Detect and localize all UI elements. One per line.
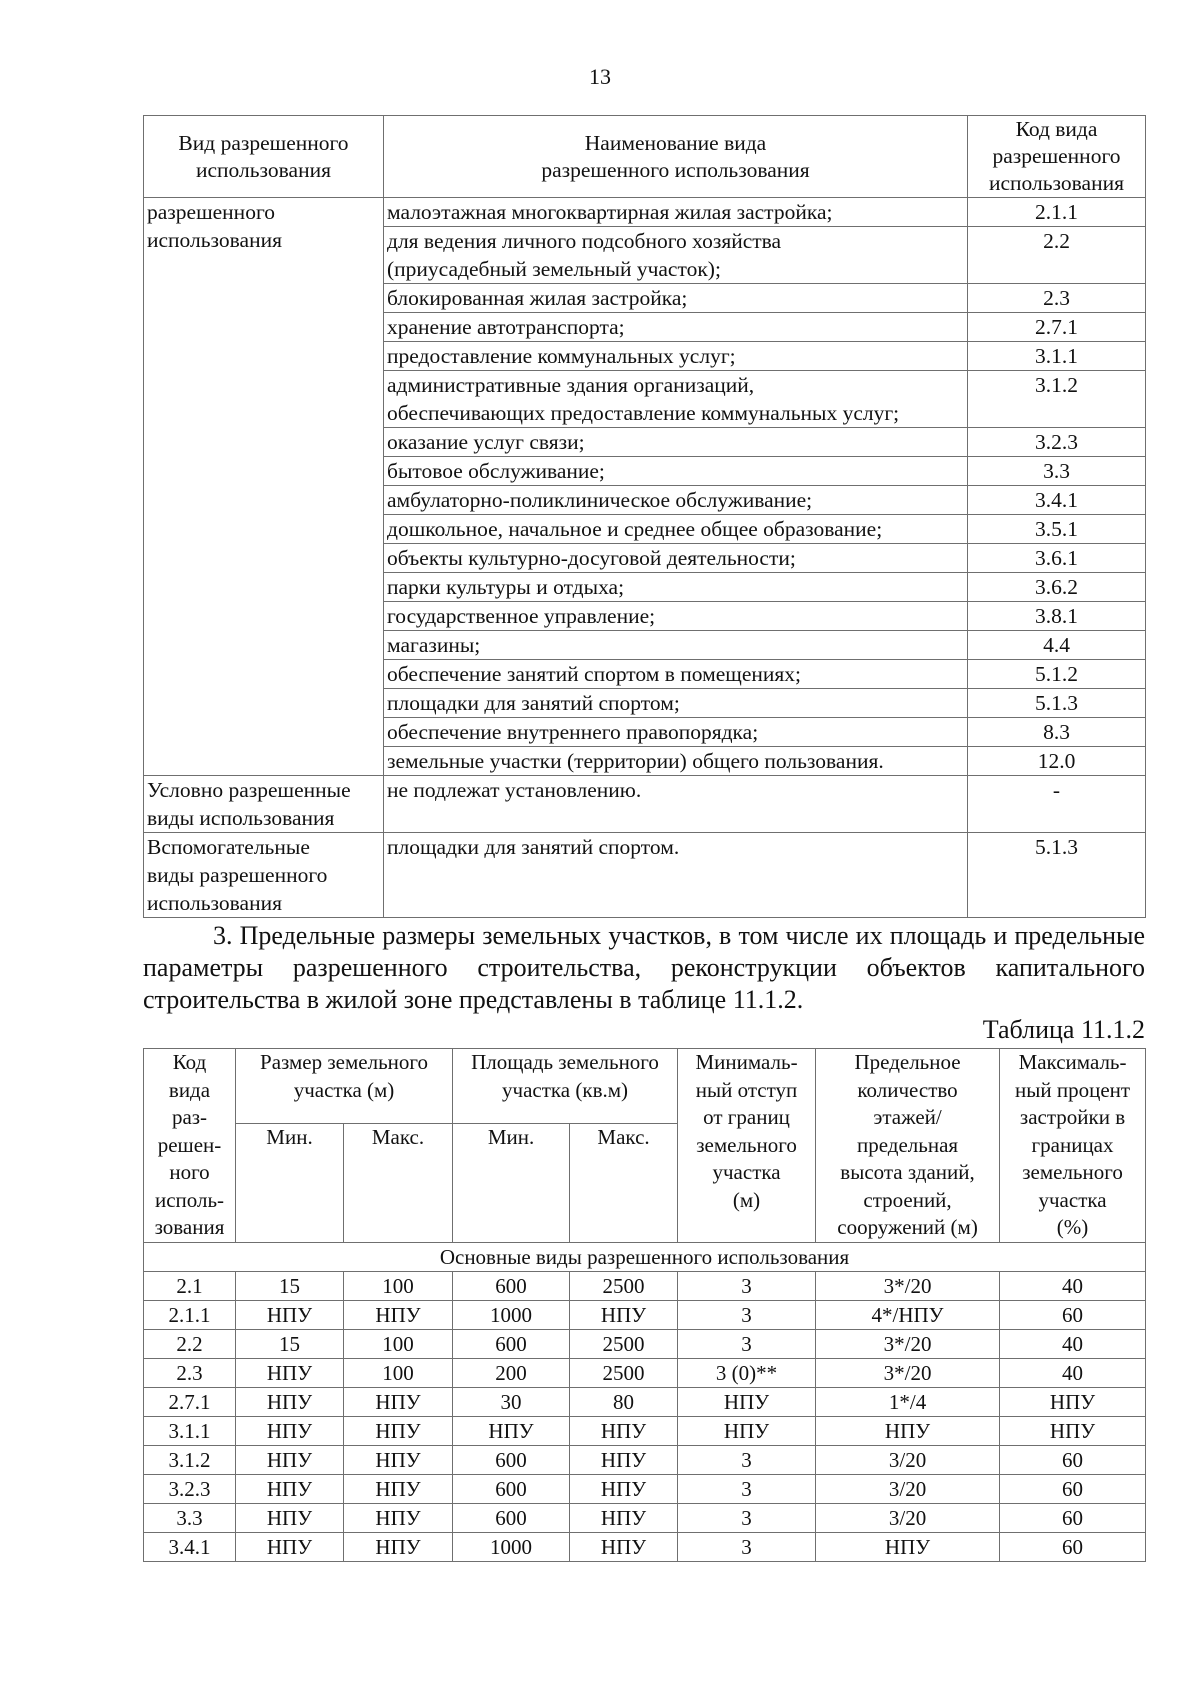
use-code: 5.1.2 bbox=[968, 660, 1146, 689]
use-name-line: предоставление коммунальных услуг; bbox=[387, 344, 736, 368]
auxiliary-label bbox=[144, 833, 384, 918]
use-name bbox=[384, 747, 968, 776]
cell-size-max: 100 bbox=[344, 1330, 453, 1359]
cell-floors: НПУ bbox=[816, 1533, 1000, 1562]
conditional-code: - bbox=[968, 776, 1146, 833]
cell-area-max: НПУ bbox=[570, 1475, 678, 1504]
auxiliary-label-line: виды разрешенного bbox=[147, 863, 328, 887]
header-setback-line: от границ bbox=[703, 1105, 790, 1129]
use-name-line: обеспечение внутреннего правопорядка; bbox=[387, 720, 759, 744]
auxiliary-name: площадки для занятий спортом. bbox=[384, 833, 968, 918]
cell-area-min: 600 bbox=[453, 1330, 570, 1359]
use-name-line: обеспечивающих предоставление коммунальных услуг; bbox=[387, 401, 900, 425]
cell-percent: 60 bbox=[1000, 1533, 1146, 1562]
header-use-name bbox=[384, 116, 968, 198]
cell-floors: 3/20 bbox=[816, 1475, 1000, 1504]
cell-size-max: 100 bbox=[344, 1272, 453, 1301]
header-use-code-line: разрешенного bbox=[992, 144, 1121, 168]
use-name bbox=[384, 602, 968, 631]
use-name bbox=[384, 631, 968, 660]
header-floors-line: Предельное bbox=[854, 1050, 961, 1074]
use-name bbox=[384, 313, 968, 342]
cell-code: 2.1.1 bbox=[144, 1301, 236, 1330]
cell-floors: 3*/20 bbox=[816, 1359, 1000, 1388]
header-percent-line: (%) bbox=[1056, 1215, 1089, 1239]
header-code bbox=[144, 1049, 236, 1243]
cell-floors: 1*/4 bbox=[816, 1388, 1000, 1417]
use-code: 2.3 bbox=[968, 284, 1146, 313]
cell-setback: 3 bbox=[678, 1533, 816, 1562]
cell-area-min: 600 bbox=[453, 1446, 570, 1475]
use-name bbox=[384, 486, 968, 515]
use-name-line: (приусадебный земельный участок); bbox=[387, 257, 721, 281]
cell-size-max: НПУ bbox=[344, 1301, 453, 1330]
use-name-line: оказание услуг связи; bbox=[387, 430, 585, 454]
header-percent-line: застройки в bbox=[1019, 1105, 1126, 1129]
table-row bbox=[144, 1388, 1146, 1417]
use-name bbox=[384, 428, 968, 457]
use-name-line: дошкольное, начальное и среднее общее образование; bbox=[387, 517, 883, 541]
conditional-label-line: виды использования bbox=[147, 806, 335, 830]
header-code-line: зования bbox=[154, 1215, 225, 1239]
header-floors bbox=[816, 1049, 1000, 1243]
header-floors-line: строений, bbox=[863, 1187, 952, 1212]
table-row bbox=[144, 776, 1146, 833]
header-setback bbox=[678, 1049, 816, 1243]
header-setback-line: Минималь- bbox=[695, 1050, 798, 1074]
use-name-line: обеспечение занятий спортом в помещениях; bbox=[387, 662, 801, 686]
use-name-line: государственное управление; bbox=[387, 604, 656, 628]
use-name bbox=[384, 284, 968, 313]
use-code: 3.5.1 bbox=[968, 515, 1146, 544]
table-row bbox=[144, 1330, 1146, 1359]
use-name-line: парки культуры и отдыха; bbox=[387, 575, 625, 599]
cell-percent: 40 bbox=[1000, 1330, 1146, 1359]
header-use-code-line: Код вида bbox=[1015, 117, 1098, 141]
use-name bbox=[384, 718, 968, 747]
header-setback-line: земельного bbox=[696, 1132, 797, 1157]
cell-size-min: НПУ bbox=[236, 1533, 344, 1562]
cell-area-max: 2500 bbox=[570, 1272, 678, 1301]
cell-area-max: 2500 bbox=[570, 1330, 678, 1359]
conditional-label-line: Условно разрешенные bbox=[147, 778, 351, 802]
cell-area-max: НПУ bbox=[570, 1446, 678, 1475]
use-name bbox=[384, 342, 968, 371]
cell-area-max: НПУ bbox=[570, 1533, 678, 1562]
header-floors-line: высота зданий, bbox=[840, 1160, 975, 1184]
header-size-min: Мин. bbox=[236, 1124, 344, 1243]
header-plot-size bbox=[236, 1049, 453, 1124]
cell-code: 2.2 bbox=[144, 1330, 236, 1359]
cell-area-max: НПУ bbox=[570, 1301, 678, 1330]
header-percent-line: границах bbox=[1031, 1132, 1114, 1157]
section-row bbox=[144, 1243, 1146, 1272]
use-code: 4.4 bbox=[968, 631, 1146, 660]
table-row bbox=[144, 1359, 1146, 1388]
use-name-line: блокированная жилая застройка; bbox=[387, 286, 688, 310]
cell-area-min: 1000 bbox=[453, 1533, 570, 1562]
header-floors-line: сооружений (м) bbox=[837, 1215, 978, 1239]
cell-size-max: НПУ bbox=[344, 1388, 453, 1417]
header-percent-line: земельного bbox=[1022, 1160, 1123, 1184]
header-percent-line: участка bbox=[1038, 1187, 1107, 1212]
header-floors-line: предельная bbox=[857, 1132, 959, 1157]
cell-setback: 3 bbox=[678, 1301, 816, 1330]
header-setback-line: участка bbox=[712, 1160, 781, 1184]
table-row bbox=[144, 198, 1146, 227]
header-area-max: Макс. bbox=[570, 1124, 678, 1243]
table-label: Таблица 11.1.2 bbox=[982, 1015, 1145, 1044]
use-name-line: для ведения личного подсобного хозяйства bbox=[387, 229, 782, 253]
cell-size-min: НПУ bbox=[236, 1301, 344, 1330]
header-area-min: Мин. bbox=[453, 1124, 570, 1243]
table-row bbox=[144, 1533, 1146, 1562]
use-code: 12.0 bbox=[968, 747, 1146, 776]
cell-area-max: 2500 bbox=[570, 1359, 678, 1388]
use-code: 3.6.2 bbox=[968, 573, 1146, 602]
permitted-use-table bbox=[143, 115, 1146, 918]
cell-setback: НПУ bbox=[678, 1417, 816, 1446]
header-percent-line: ный процент bbox=[1015, 1077, 1131, 1102]
cell-code: 3.1.1 bbox=[144, 1417, 236, 1446]
use-name bbox=[384, 515, 968, 544]
cell-size-min: НПУ bbox=[236, 1388, 344, 1417]
cell-area-min: 200 bbox=[453, 1359, 570, 1388]
table-row bbox=[144, 1504, 1146, 1533]
use-code: 3.8.1 bbox=[968, 602, 1146, 631]
cell-percent: НПУ bbox=[1000, 1417, 1146, 1446]
cell-code: 3.2.3 bbox=[144, 1475, 236, 1504]
use-name-line: земельные участки (территории) общего пользования. bbox=[387, 749, 884, 773]
cell-floors: НПУ bbox=[816, 1417, 1000, 1446]
paragraph-3: 3. Предельные размеры земельных участков, в том числе их площадь и предельные параметры разрешенного строительства, реконструкции объектов капитального строительства в жилой зоне представлены в таблице 11.1.2. bbox=[143, 921, 1145, 1014]
use-name bbox=[384, 573, 968, 602]
cell-floors: 3*/20 bbox=[816, 1272, 1000, 1301]
use-name bbox=[384, 457, 968, 486]
header-use-type bbox=[144, 116, 384, 198]
header-floors-line: количество bbox=[857, 1077, 958, 1102]
header-size-max: Макс. bbox=[344, 1124, 453, 1243]
header-code-line: исполь- bbox=[154, 1187, 225, 1212]
cell-size-max: НПУ bbox=[344, 1446, 453, 1475]
use-name-line: хранение автотранспорта; bbox=[387, 315, 625, 339]
cell-area-max: НПУ bbox=[570, 1417, 678, 1446]
use-name bbox=[384, 371, 968, 428]
cell-setback: 3 bbox=[678, 1330, 816, 1359]
cell-area-min: 30 bbox=[453, 1388, 570, 1417]
use-code: 8.3 bbox=[968, 718, 1146, 747]
use-code: 3.6.1 bbox=[968, 544, 1146, 573]
cell-area-max: 80 bbox=[570, 1388, 678, 1417]
cell-percent: 60 bbox=[1000, 1475, 1146, 1504]
header-use-type-line: использования bbox=[196, 157, 331, 182]
cell-floors: 3/20 bbox=[816, 1504, 1000, 1533]
use-name-line: магазины; bbox=[387, 633, 481, 657]
cell-size-min: 15 bbox=[236, 1330, 344, 1359]
cell-size-min: НПУ bbox=[236, 1504, 344, 1533]
header-plot-size-line: участка (м) bbox=[293, 1077, 395, 1102]
cell-code: 3.3 bbox=[144, 1504, 236, 1533]
header-percent bbox=[1000, 1049, 1146, 1243]
auxiliary-label-line: Вспомогательные bbox=[147, 835, 310, 859]
cell-setback: 3 bbox=[678, 1272, 816, 1301]
header-code-line: раз- bbox=[171, 1105, 208, 1129]
header-plot-area-line: Площадь земельного bbox=[471, 1050, 659, 1074]
cell-size-min: НПУ bbox=[236, 1417, 344, 1446]
use-name bbox=[384, 660, 968, 689]
cell-size-max: НПУ bbox=[344, 1533, 453, 1562]
cell-size-max: НПУ bbox=[344, 1475, 453, 1504]
table-row bbox=[144, 1446, 1146, 1475]
use-name-line: площадки для занятий спортом; bbox=[387, 691, 680, 715]
use-name-line: малоэтажная многоквартирная жилая застройка; bbox=[387, 200, 833, 224]
group-main-label bbox=[144, 198, 384, 776]
cell-setback: 3 bbox=[678, 1446, 816, 1475]
header-use-name-line: разрешенного использования bbox=[541, 157, 810, 182]
cell-size-min: НПУ bbox=[236, 1359, 344, 1388]
use-name bbox=[384, 198, 968, 227]
table-header-row bbox=[144, 116, 1146, 198]
cell-code: 2.1 bbox=[144, 1272, 236, 1301]
header-setback-line: (м) bbox=[732, 1187, 761, 1212]
header-code-line: решен- bbox=[157, 1132, 222, 1157]
cell-size-max: 100 bbox=[344, 1359, 453, 1388]
cell-code: 3.4.1 bbox=[144, 1533, 236, 1562]
cell-area-min: 1000 bbox=[453, 1301, 570, 1330]
use-code: 5.1.3 bbox=[968, 689, 1146, 718]
cell-area-min: 600 bbox=[453, 1504, 570, 1533]
cell-percent: 60 bbox=[1000, 1504, 1146, 1533]
use-name-line: бытовое обслуживание; bbox=[387, 459, 605, 483]
use-name bbox=[384, 227, 968, 284]
conditional-name: не подлежат установлению. bbox=[384, 776, 968, 833]
cell-code: 2.3 bbox=[144, 1359, 236, 1388]
section-title: Основные виды разрешенного использования bbox=[144, 1243, 1146, 1272]
table-row bbox=[144, 833, 1146, 918]
cell-percent: НПУ bbox=[1000, 1388, 1146, 1417]
cell-floors: 4*/НПУ bbox=[816, 1301, 1000, 1330]
use-name-line: административные здания организаций, bbox=[387, 373, 755, 397]
header-code-line: вида bbox=[168, 1077, 211, 1102]
header-use-name-line: Наименование вида bbox=[584, 130, 767, 155]
header-floors-line: этажей/ bbox=[873, 1105, 942, 1129]
table-row bbox=[144, 1272, 1146, 1301]
table-row bbox=[144, 1475, 1146, 1504]
use-name-line: объекты культурно-досуговой деятельности; bbox=[387, 546, 796, 570]
cell-floors: 3/20 bbox=[816, 1446, 1000, 1475]
cell-code: 2.7.1 bbox=[144, 1388, 236, 1417]
cell-size-max: НПУ bbox=[344, 1417, 453, 1446]
table-header-row bbox=[144, 1049, 1146, 1124]
header-use-code bbox=[968, 116, 1146, 198]
auxiliary-label-line: использования bbox=[147, 891, 282, 915]
cell-floors: 3*/20 bbox=[816, 1330, 1000, 1359]
cell-setback: НПУ bbox=[678, 1388, 816, 1417]
conditional-label bbox=[144, 776, 384, 833]
cell-percent: 40 bbox=[1000, 1272, 1146, 1301]
use-name-line: амбулаторно-поликлиническое обслуживание; bbox=[387, 488, 813, 512]
table-row bbox=[144, 1301, 1146, 1330]
page-number: 13 bbox=[589, 64, 611, 89]
use-code: 3.1.2 bbox=[968, 371, 1146, 428]
group-main-label-line: разрешенного bbox=[147, 200, 275, 224]
cell-percent: 40 bbox=[1000, 1359, 1146, 1388]
header-plot-area bbox=[453, 1049, 678, 1124]
use-code: 3.2.3 bbox=[968, 428, 1146, 457]
cell-percent: 60 bbox=[1000, 1301, 1146, 1330]
cell-area-min: НПУ bbox=[453, 1417, 570, 1446]
cell-area-min: 600 bbox=[453, 1475, 570, 1504]
header-use-code-line: использования bbox=[989, 171, 1124, 195]
use-code: 3.3 bbox=[968, 457, 1146, 486]
header-plot-size-line: Размер земельного bbox=[260, 1050, 428, 1074]
use-name bbox=[384, 689, 968, 718]
header-code-line: ного bbox=[169, 1160, 210, 1184]
cell-percent: 60 bbox=[1000, 1446, 1146, 1475]
header-setback-line: ный отступ bbox=[695, 1077, 798, 1102]
use-code: 3.4.1 bbox=[968, 486, 1146, 515]
use-code: 2.2 bbox=[968, 227, 1146, 284]
header-code-line: Код bbox=[172, 1050, 207, 1074]
group-main-label-line: использования bbox=[147, 228, 282, 252]
cell-size-min: НПУ bbox=[236, 1475, 344, 1504]
use-name bbox=[384, 544, 968, 573]
cell-setback: 3 (0)** bbox=[678, 1359, 816, 1388]
cell-area-min: 600 bbox=[453, 1272, 570, 1301]
auxiliary-code: 5.1.3 bbox=[968, 833, 1146, 918]
use-code: 2.7.1 bbox=[968, 313, 1146, 342]
cell-setback: 3 bbox=[678, 1475, 816, 1504]
header-percent-line: Максималь- bbox=[1018, 1050, 1127, 1074]
parameters-table bbox=[143, 1048, 1146, 1562]
use-code: 2.1.1 bbox=[968, 198, 1146, 227]
cell-size-max: НПУ bbox=[344, 1504, 453, 1533]
cell-code: 3.1.2 bbox=[144, 1446, 236, 1475]
cell-setback: 3 bbox=[678, 1504, 816, 1533]
cell-area-max: НПУ bbox=[570, 1504, 678, 1533]
table-row bbox=[144, 1417, 1146, 1446]
cell-size-min: НПУ bbox=[236, 1446, 344, 1475]
use-code: 3.1.1 bbox=[968, 342, 1146, 371]
cell-size-min: 15 bbox=[236, 1272, 344, 1301]
header-plot-area-line: участка (кв.м) bbox=[502, 1077, 629, 1102]
header-use-type-line: Вид разрешенного bbox=[178, 130, 349, 155]
